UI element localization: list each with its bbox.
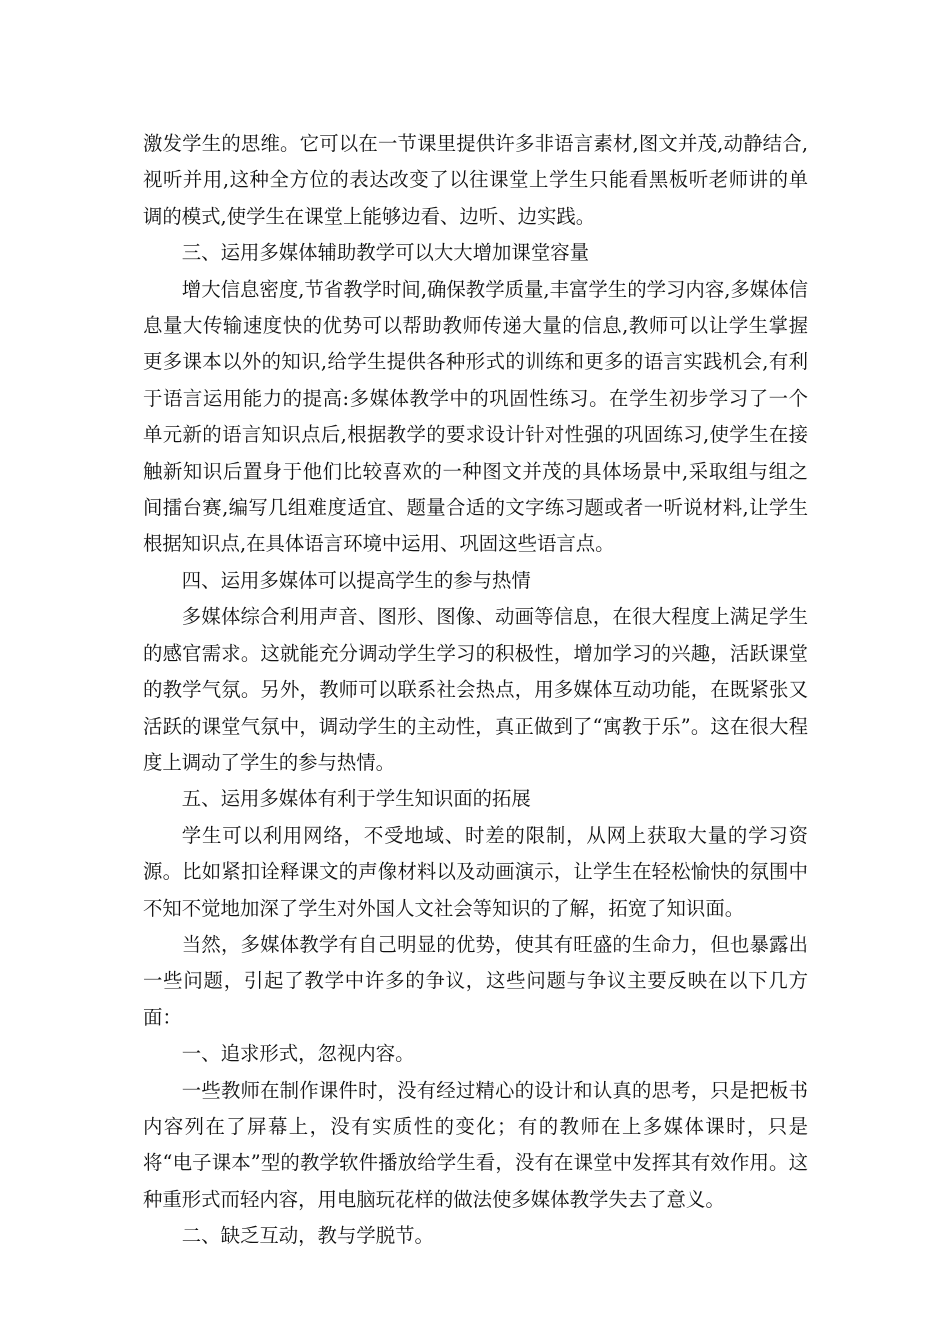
paragraph-classroom-capacity: 增大信息密度,节省教学时间,确保教学质量,丰富学生的学习内容,多媒体信息量大传输速度快的优势可以帮助教师传递大量的信息,教师可以让学生掌握更多课本以外的知识,给学生提供各种形式的训练和更多的语言实践机会,有利于语言运用能力的提高:多媒体教学中的巩固性练习。在学生初步学习了一个单元新的语言知识点后,根据教学的要求设计针对性强的巩固练习,使学生在接触新知识后置身于他们比较喜欢的一种图文并茂的具体场景中,采取组与组之间擂台赛,编写几组难度适宜、题量合适的文字练习题或者一听说材料,让学生根据知识点,在具体语言环境中运用、巩固这些语言点。 <box>143 277 808 556</box>
problem-heading-2: 二、缺乏互动，教与学脱节。 <box>181 1224 434 1248</box>
section-heading-3: 三、运用多媒体辅助教学可以大大增加课堂容量 <box>181 241 589 265</box>
section-heading-4: 四、运用多媒体可以提高学生的参与热情 <box>181 568 531 592</box>
problem-heading-1: 一、追求形式，忽视内容。 <box>181 1042 415 1066</box>
document-body <box>143 126 808 1255</box>
section-heading-5: 五、运用多媒体有利于学生知识面的拓展 <box>181 787 531 811</box>
paragraph-form-over-content: 一些教师在制作课件时，没有经过精心的设计和认真的思考，只是把板书内容列在了屏幕上，没有实质性的变化；有的教师在上多媒体课时，只是将“电子课本”型的教学软件播放给学生看，没有在课堂中发挥其有效作用。这种重形式而轻内容，用电脑玩花样的做法使多媒体教学失去了意义。 <box>143 1078 808 1211</box>
paragraph-problems-intro: 当然，多媒体教学有自己明显的优势，使其有旺盛的生命力，但也暴露出一些问题，引起了教学中许多的争议，这些问题与争议主要反映在以下几方面： <box>143 932 808 1029</box>
paragraph-knowledge-expansion: 学生可以利用网络，不受地域、时差的限制，从网上获取大量的学习资源。比如紧扣诠释课文的声像材料以及动画演示，让学生在轻松愉快的氛围中不知不觉地加深了学生对外国人文社会等知识的了解，拓宽了知识面。 <box>143 823 808 920</box>
paragraph-continuation: 激发学生的思维。它可以在一节课里提供许多非语言素材,图文并茂,动静结合,视听并用,这种全方位的表达改变了以往课堂上学生只能看黑板听老师讲的单调的模式,使学生在课堂上能够边看、边听、边实践。 <box>143 132 808 228</box>
paragraph-participation: 多媒体综合利用声音、图形、图像、动画等信息，在很大程度上满足学生的感官需求。这就能充分调动学生学习的积极性，增加学习的兴趣，活跃课堂的教学气氛。另外，教师可以联系社会热点，用多媒体互动功能，在既紧张又活跃的课堂气氛中，调动学生的主动性，真正做到了“寓教于乐”。这在很大程度上调动了学生的参与热情。 <box>143 605 808 774</box>
